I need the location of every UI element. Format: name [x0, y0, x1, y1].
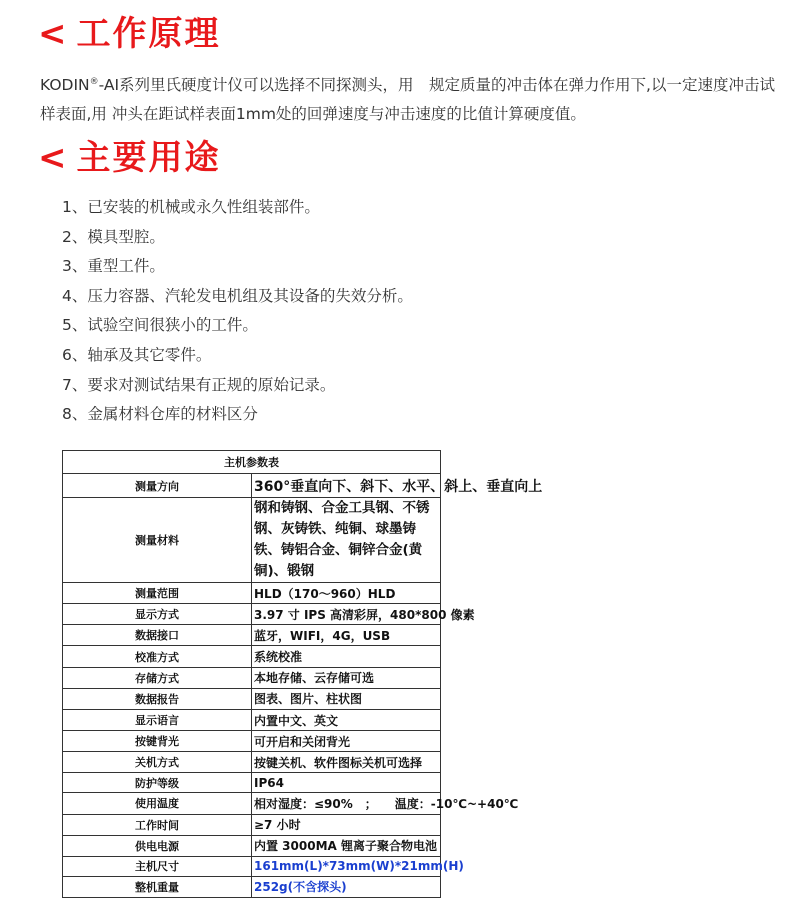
spec-value: 系统校准 [252, 646, 441, 667]
spec-key: 存储方式 [63, 667, 252, 688]
spec-value: HLD（170～960）HLD [252, 583, 441, 604]
list-item: 6、轴承及其它零件。 [62, 345, 212, 364]
table-title: 主机参数表 [63, 451, 441, 474]
spec-value: 3.97 寸 IPS 高清彩屏，480*800 像素 [252, 604, 441, 625]
spec-value: 按键关机、软件图标关机可选择 [252, 752, 441, 773]
section-title-working-principle [38, 14, 221, 54]
spec-key: 按键背光 [63, 731, 252, 752]
spec-key: 主机尺寸 [63, 856, 252, 876]
intro-text: -AI系列里氏硬度计仪可以选择不同探测头，用 规定质量的冲击体在弹力作用下,以一定速度冲击试样表面,用 冲头在距试样表面1mm处的回弹速度与冲击速度的比值计算硬度值。 [40, 76, 775, 123]
spec-key: 数据接口 [63, 625, 252, 646]
spec-value: 钢和铸钢、合金工具钢、不锈钢、灰铸铁、纯铜、球墨铸铁、铸铝合金、铜锌合金(黄铜)、锻钢 [252, 498, 441, 583]
spec-key: 校准方式 [63, 646, 252, 667]
list-item: 5、试验空间很狭小的工件。 [62, 316, 258, 335]
spec-key: 测量材料 [63, 498, 252, 583]
spec-value: IP64 [252, 773, 441, 793]
section-title-text: 工作原理 [76, 14, 221, 54]
spec-key: 显示语言 [63, 709, 252, 730]
spec-value: 252g(不含探头) [252, 876, 441, 897]
spec-key: 测量方向 [63, 474, 252, 498]
spec-key: 防护等级 [63, 773, 252, 793]
spec-key: 显示方式 [63, 604, 252, 625]
spec-value: 360°垂直向下、斜下、水平、斜上、垂直向上 [252, 474, 441, 498]
spec-key: 使用温度 [63, 793, 252, 814]
spec-value: 内置中文、英文 [252, 709, 441, 730]
list-item: 4、压力容器、汽轮发电机组及其设备的失效分析。 [62, 286, 413, 305]
section-title-text: 主要用途 [76, 138, 221, 178]
spec-value: 可开启和关闭背光 [252, 731, 441, 752]
list-item: 2、模具型腔。 [62, 227, 165, 246]
uses-list [62, 193, 413, 430]
spec-value: 本地存储、云存储可选 [252, 667, 441, 688]
spec-table [62, 450, 543, 898]
section-title-main-uses [38, 138, 221, 178]
list-item: 3、重型工件。 [62, 257, 165, 276]
spec-value: 内置 3000MA 锂离子聚合物电池 [252, 835, 441, 856]
spec-value: 相对湿度：≤90% ； 温度：-10℃~+40℃ [252, 793, 441, 814]
spec-key: 关机方式 [63, 752, 252, 773]
chevron-left-icon: < [38, 138, 69, 178]
spec-key: 整机重量 [63, 876, 252, 897]
spec-key: 供电电源 [63, 835, 252, 856]
chevron-left-icon: < [38, 14, 69, 54]
spec-value: 图表、图片、柱状图 [252, 688, 441, 709]
spec-value: ≥7 小时 [252, 814, 441, 835]
list-item: 8、金属材料仓库的材料区分 [62, 405, 258, 424]
spec-value: 161mm(L)*73mm(W)*21mm(H) [252, 856, 441, 876]
intro-paragraph [40, 68, 780, 129]
spec-key: 测量范围 [63, 583, 252, 604]
spec-key: 数据报告 [63, 688, 252, 709]
spec-key: 工作时间 [63, 814, 252, 835]
list-item: 1、已安装的机械或永久性组装部件。 [62, 198, 320, 216]
list-item: 7、要求对测试结果有正规的原始记录。 [62, 375, 336, 394]
spec-value: 蓝牙，WIFI，4G，USB [252, 625, 441, 646]
brand-name: KODIN [40, 76, 90, 94]
registered-mark: ® [89, 77, 99, 87]
